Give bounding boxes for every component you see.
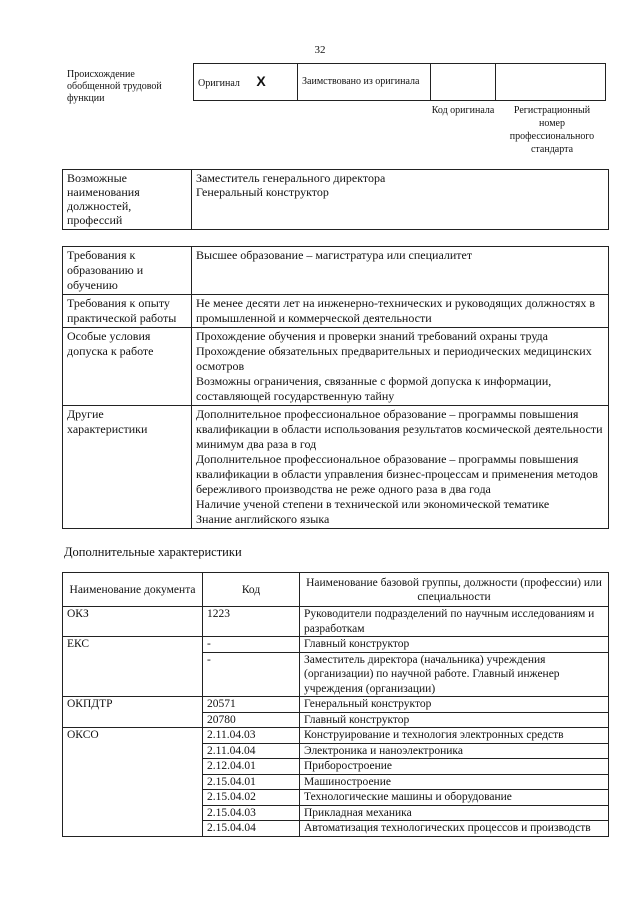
name-cell: Главный конструктор (300, 712, 609, 728)
code-cell: 2.15.04.02 (203, 790, 300, 806)
original-mark: X (256, 72, 266, 89)
original-cell (194, 64, 298, 101)
table-row (63, 697, 609, 713)
doc-eks: ЕКС (63, 637, 203, 697)
name-cell: Руководители подразделений по научным исследованиям и разработкам (300, 607, 609, 637)
req-line: Дополнительное профессиональное образование – программы повышения квалификации в области управления бизнес-процессам и применения методов бережливого производства не реже одного раза в два года (196, 452, 598, 496)
positions-values (192, 170, 609, 230)
code-cell: 20571 (203, 697, 300, 713)
name-cell: Главный конструктор (300, 637, 609, 653)
req-line: Возможны ограничения, связанные с формой допуска к информации, составляющей государственную тайну (196, 374, 552, 403)
header-name: Наименование базовой группы, должности (профессии) или специальности (300, 573, 609, 607)
req-line: Дополнительное профессиональное образование – программы повышения квалификации в области использования результатов космической деятельности минимум два раза в год (196, 407, 603, 451)
req-value-admission (192, 328, 609, 406)
reg-number-cell (495, 64, 605, 101)
position-item: Генеральный конструктор (196, 185, 329, 199)
req-line: Знание английского языка (196, 512, 330, 526)
name-cell: Технологические машины и оборудование (300, 790, 609, 806)
borrowed-label: Заимствовано из оригинала (298, 64, 431, 101)
req-value-experience (192, 295, 609, 328)
name-cell: Заместитель директора (начальника) учреждения (организации) по научной работе. Главный инженер учреждения (организации) (300, 652, 609, 697)
req-label-other: Другие характеристики (63, 406, 192, 529)
page-number: 32 (314, 44, 326, 56)
code-cell: 2.15.04.04 (203, 821, 300, 837)
requirements-table (62, 246, 609, 529)
code-caption: Код оригинала (431, 105, 495, 116)
original-code-cell (430, 64, 495, 101)
header-code: Код (203, 573, 300, 607)
positions-label: Возможные наименования должностей, профессий (63, 170, 192, 230)
code-cell: 2.11.04.03 (203, 728, 300, 744)
code-cell: 2.12.04.01 (203, 759, 300, 775)
name-cell: Автоматизация технологических процессов и производств (300, 821, 609, 837)
req-label-education: Требования к образованию и обучению (63, 247, 192, 295)
code-cell: 2.15.04.01 (203, 774, 300, 790)
additional-table (62, 572, 609, 837)
req-label-admission: Особые условия допуска к работе (63, 328, 192, 406)
positions-table (62, 169, 609, 230)
table-row (63, 637, 609, 653)
doc-okpdtr: ОКПДТР (63, 697, 203, 728)
req-value-other (192, 406, 609, 529)
req-label-experience: Требования к опыту практической работы (63, 295, 192, 328)
req-value-education (192, 247, 609, 295)
code-cell: 20780 (203, 712, 300, 728)
additional-title: Дополнительные характеристики (64, 545, 242, 559)
name-cell: Генеральный конструктор (300, 697, 609, 713)
reg-caption: Регистрационный номер профессионального стандарта (509, 105, 595, 155)
origin-label: Происхождение обобщенной трудовой функции (67, 69, 162, 104)
name-cell: Конструирование и технология электронных средств (300, 728, 609, 744)
req-line: Не менее десяти лет на инженерно-технических и руководящих должностях в промышленной и коммерческой деятельности (196, 296, 596, 325)
position-item: Заместитель генерального директора (196, 171, 386, 185)
req-line: Высшее образование – магистратура или специалитет (196, 248, 473, 262)
header-document: Наименование документа (63, 573, 203, 607)
name-cell: Приборостроение (300, 759, 609, 775)
table-row (63, 728, 609, 744)
name-cell: Прикладная механика (300, 805, 609, 821)
doc-okz: ОКЗ (63, 607, 203, 637)
name-cell: Машиностроение (300, 774, 609, 790)
origin-table (193, 63, 606, 101)
code-cell: 1223 (203, 607, 300, 637)
code-cell: - (203, 652, 300, 697)
original-label: Оригинал (198, 77, 240, 89)
name-cell: Электроника и наноэлектроника (300, 743, 609, 759)
doc-okso: ОКСО (63, 728, 203, 837)
code-cell: - (203, 637, 300, 653)
table-row (63, 607, 609, 637)
req-line: Прохождение обязательных предварительных и периодических медицинских осмотров (196, 344, 592, 373)
req-line: Прохождение обучения и проверки знаний требований охраны труда (196, 329, 548, 343)
req-line: Наличие ученой степени в технической или экономической тематике (196, 497, 550, 511)
code-cell: 2.11.04.04 (203, 743, 300, 759)
code-cell: 2.15.04.03 (203, 805, 300, 821)
